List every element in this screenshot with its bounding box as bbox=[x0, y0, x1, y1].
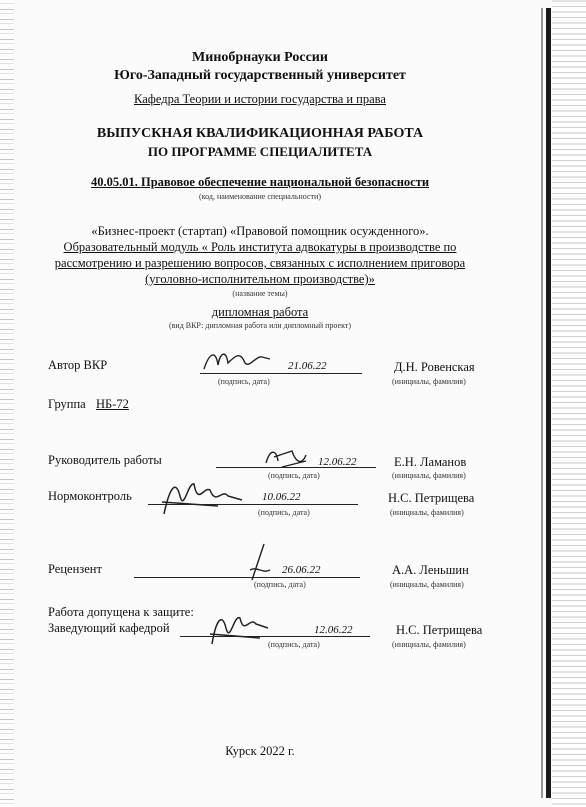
topic-line2: Образовательный модуль « Роль института адвокатуры в производстве по bbox=[63, 240, 457, 254]
scan-noise-right bbox=[552, 0, 586, 807]
reviewer-date: 26.06.22 bbox=[282, 564, 321, 576]
supervisor-signature bbox=[262, 443, 322, 473]
reviewer-name-caption: (инициалы, фамилия) bbox=[390, 580, 464, 589]
group-label: Группа bbox=[48, 397, 86, 411]
work-type-value: дипломная работа bbox=[211, 305, 309, 319]
normcontrol-date: 10.06.22 bbox=[262, 491, 301, 503]
reviewer-name: А.А. Леньшин bbox=[392, 563, 469, 577]
author-name-caption: (инициалы, фамилия) bbox=[392, 377, 466, 386]
ministry-name: Минобрнауки России bbox=[192, 50, 328, 65]
topic-line1: «Бизнес-проект (стартап) «Правовой помощник осужденного». bbox=[91, 224, 429, 238]
normcontrol-label: Нормоконтроль bbox=[48, 489, 132, 503]
reviewer-signature bbox=[240, 540, 290, 584]
supervisor-label: Руководитель работы bbox=[48, 453, 162, 467]
normcontrol-name-caption: (инициалы, фамилия) bbox=[390, 508, 464, 517]
author-date: 21.06.22 bbox=[288, 360, 327, 372]
scan-edge-shadow bbox=[541, 8, 543, 798]
author-label: Автор ВКР bbox=[48, 358, 108, 372]
head-of-department-label: Заведующий кафедрой bbox=[48, 621, 170, 635]
specialty-value: 40.05.01. Правовое обеспечение национальной безопасности bbox=[90, 175, 430, 189]
normcontrol-signature bbox=[158, 476, 248, 520]
admission-signature-caption: (подпись, дата) bbox=[268, 640, 320, 649]
author-name: Д.Н. Ровенская bbox=[394, 360, 475, 374]
topic-line4: (уголовно-исполнительном производстве)» bbox=[145, 272, 375, 286]
supervisor-name: Е.Н. Ламанов bbox=[394, 455, 467, 469]
group-value: НБ-72 bbox=[96, 397, 129, 411]
work-title-line1: ВЫПУСКНАЯ КВАЛИФИКАЦИОННАЯ РАБОТА bbox=[96, 126, 424, 141]
scan-noise-left bbox=[0, 0, 14, 807]
reviewer-signature-caption: (подпись, дата) bbox=[254, 580, 306, 589]
reviewer-label: Рецензент bbox=[48, 562, 102, 576]
head-of-department-name-caption: (инициалы, фамилия) bbox=[392, 640, 466, 649]
work-type-caption: (вид ВКР: дипломная работа или дипломный проект) bbox=[168, 321, 352, 330]
head-of-department-name: Н.С. Петрищева bbox=[396, 623, 483, 637]
admission-date: 12.06.22 bbox=[314, 624, 353, 636]
admission-label: Работа допущена к защите: bbox=[48, 605, 194, 619]
normcontrol-signature-caption: (подпись, дата) bbox=[258, 508, 310, 517]
scan-edge-bar bbox=[546, 8, 551, 798]
city-year: Курск 2022 г. bbox=[225, 744, 295, 758]
supervisor-name-caption: (инициалы, фамилия) bbox=[392, 471, 466, 480]
work-title-line2: ПО ПРОГРАММЕ СПЕЦИАЛИТЕТА bbox=[147, 144, 373, 159]
supervisor-signature-caption: (подпись, дата) bbox=[268, 471, 320, 480]
supervisor-date: 12.06.22 bbox=[318, 456, 357, 468]
university-name: Юго-Западный государственный университет bbox=[114, 68, 406, 83]
normcontrol-name: Н.С. Петрищева bbox=[388, 491, 475, 505]
topic-caption: (название темы) bbox=[232, 289, 288, 298]
department-name: Кафедра Теории и истории государства и права bbox=[134, 92, 386, 106]
head-of-department-signature bbox=[206, 606, 276, 650]
author-signature bbox=[200, 347, 280, 377]
specialty-caption: (код, наименование специальности) bbox=[198, 192, 321, 201]
topic-line3: рассмотрению и разрешению вопросов, связанных с исполнением приговора bbox=[54, 256, 466, 270]
author-signature-caption: (подпись, дата) bbox=[218, 377, 270, 386]
